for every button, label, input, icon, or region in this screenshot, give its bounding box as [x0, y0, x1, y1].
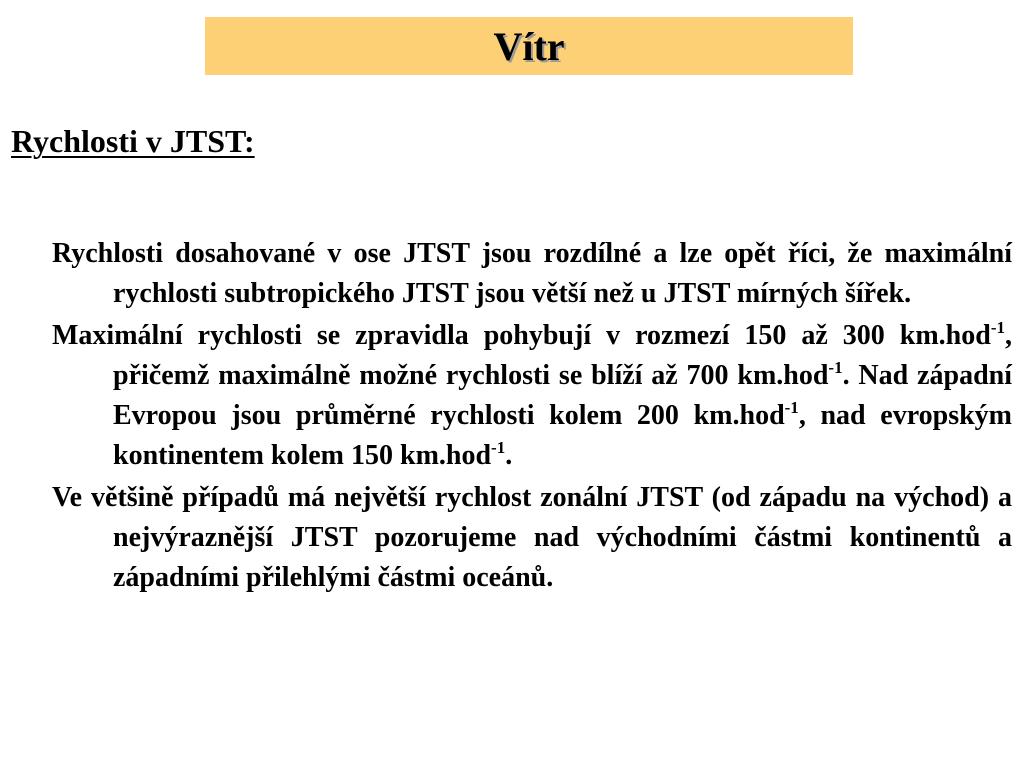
- title-banner: [205, 17, 853, 75]
- paragraph-2: [52, 316, 1012, 476]
- paragraph-1: Rychlosti dosahované v ose JTST jsou rozdílné a lze opět říci, že maximální rychlosti subtropického JTST jsou větší než u JTST mírných šířek.: [52, 238, 1012, 309]
- superscript-exponent: -1: [828, 358, 843, 377]
- paragraph-2-segment: .: [505, 440, 513, 471]
- superscript-exponent: -1: [491, 438, 506, 457]
- section-heading: Rychlosti v JTST:: [11, 123, 255, 159]
- slide-title: Vítr: [493, 24, 565, 69]
- body-text: [52, 234, 1012, 600]
- paragraph-2-segment: , nad evropským kontinentem kolem 150 km.hod: [113, 400, 1013, 471]
- paragraph-2-segment: . Nad západní Evropou jsou průměrné rychlosti kolem 200 km.hod: [113, 360, 1012, 431]
- superscript-exponent: -1: [990, 318, 1005, 337]
- paragraph-3: Ve většině případů má největší rychlost zonální JTST (od západu na východ) a nejvýraznější JTST pozorujeme nad východními částmi kontinentů a západními přilehlými částmi oceánů.: [52, 482, 1012, 593]
- paragraph-2-segment: Maximální rychlosti se zpravidla pohybují v rozmezí 150 až 300 km.hod: [52, 320, 991, 351]
- superscript-exponent: -1: [784, 398, 799, 417]
- paragraph-2-segment: , přičemž maximálně možné rychlosti se blíží až 700 km.hod: [113, 320, 1012, 391]
